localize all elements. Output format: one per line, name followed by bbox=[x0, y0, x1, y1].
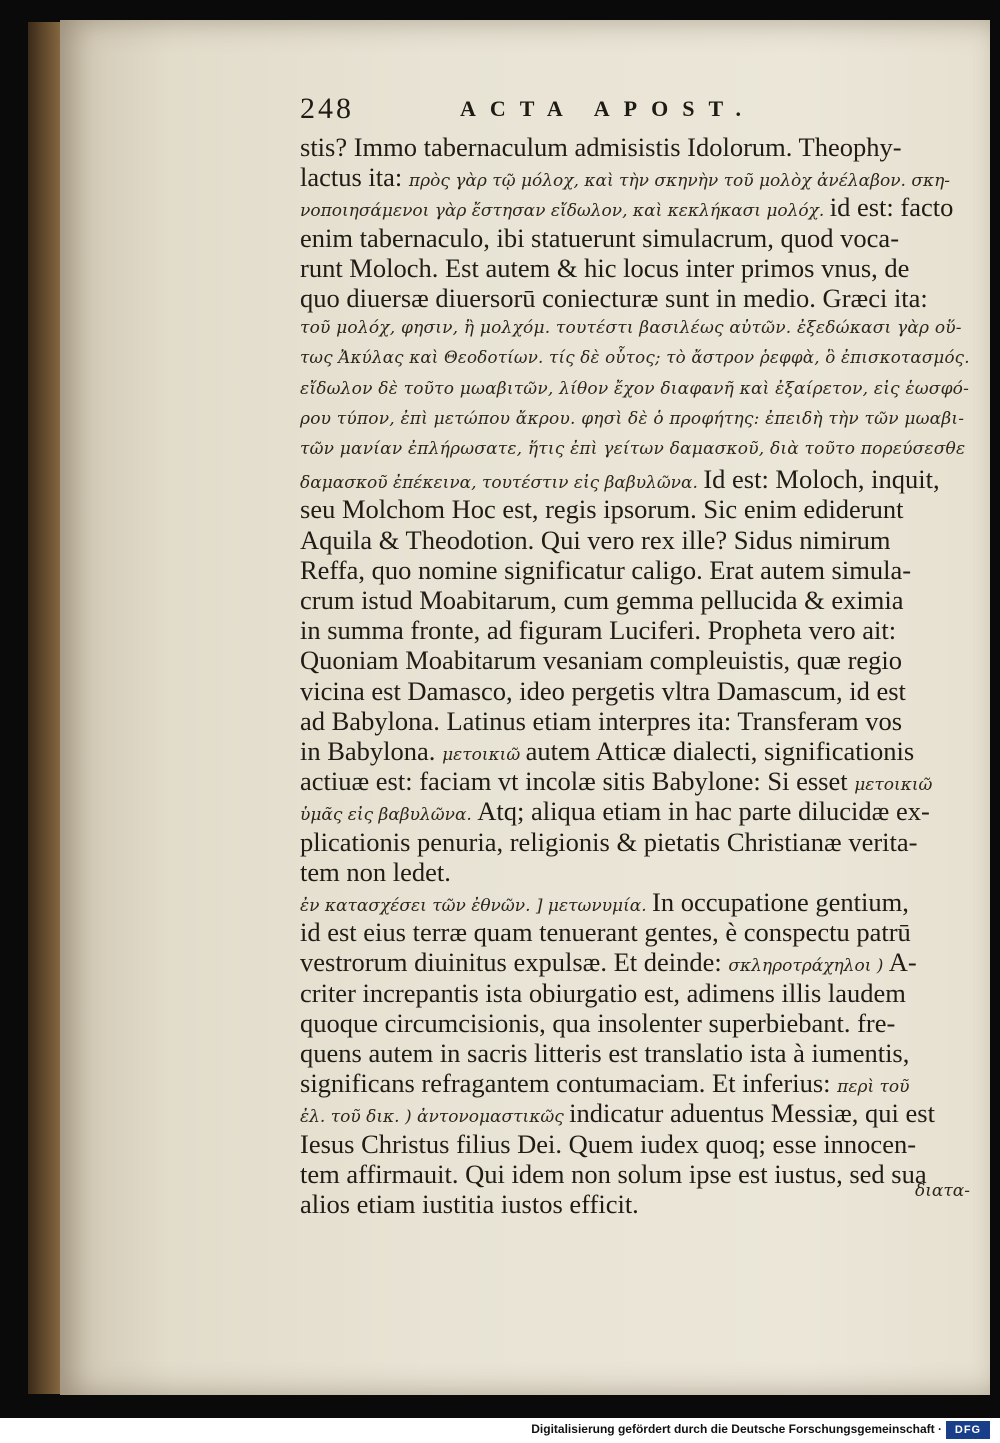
latin-text: significans refragantem contumaciam. Et inferius: bbox=[300, 1068, 838, 1099]
latin-text: ad Babylona. Latinus etiam interpres ita: Transferam vos bbox=[300, 705, 903, 736]
greek-text: σκληροτράχηλοι ) bbox=[728, 956, 889, 977]
latin-text: criter increpantis ista obiurgatio est, adimens illis laudem bbox=[300, 977, 906, 1008]
text-line bbox=[300, 374, 969, 404]
latin-text: Reffa, quo nomine significatur caligo. Erat autem simula- bbox=[300, 554, 912, 585]
text-line bbox=[300, 947, 917, 981]
text-line bbox=[300, 796, 930, 830]
latin-text: in summa fronte, ad figuram Luciferi. Propheta vero ait: bbox=[300, 615, 897, 646]
latin-text: Iesus Christus filius Dei. Quem iudex quoq; esse innocen- bbox=[300, 1128, 917, 1159]
greek-text: ἐν κατασχέσει τῶν ἐθνῶν. ] μετωνυμία. bbox=[300, 896, 653, 916]
text-line bbox=[300, 1068, 910, 1102]
latin-text: A- bbox=[888, 947, 917, 978]
text-line bbox=[300, 917, 911, 947]
text-line bbox=[300, 283, 928, 313]
running-title: ACTA APOST. bbox=[460, 96, 755, 121]
running-head bbox=[300, 92, 790, 126]
latin-text: seu Molchom Hoc est, regis ipsorum. Sic enim ediderunt bbox=[300, 494, 904, 525]
latin-text: tem affirmauit. Qui idem non solum ipse est iustus, sed sua bbox=[300, 1158, 927, 1189]
latin-text: crum istud Moabitarum, cum gemma pellucida & eximia bbox=[300, 585, 904, 615]
footer-bar bbox=[0, 1418, 1000, 1443]
text-line bbox=[300, 676, 906, 706]
text-line bbox=[300, 464, 940, 498]
text-line bbox=[300, 162, 950, 196]
greek-text: τως Ἀκύλας καὶ Θεοδοτίων. τίς δὲ οὗτος; τὸ ἄστρον ῥεφφὰ, ὃ ἐπισκοτασμός. bbox=[300, 348, 970, 369]
text-line bbox=[300, 736, 914, 770]
latin-text: Aquila & Theodotion. Qui vero rex ille? Sidus nimirum bbox=[300, 524, 891, 555]
latin-text: lactus ita: bbox=[300, 162, 409, 193]
greek-text: ὑμᾶς εἰς βαβυλῶνα. bbox=[300, 805, 478, 826]
latin-text: quoque circumcisionis, qua insolenter superbiebant. fre- bbox=[300, 1007, 896, 1038]
latin-text: In occupatione gentium, bbox=[652, 887, 909, 917]
latin-text: Id est: Moloch, inquit, bbox=[703, 464, 940, 495]
text-line bbox=[300, 645, 902, 675]
latin-text: Atq; aliqua etiam in hac parte dilucidæ ex- bbox=[477, 796, 930, 827]
text-line bbox=[300, 525, 891, 555]
greek-text: μετοικιῶ bbox=[442, 745, 526, 765]
greek-text: τοῦ μολόχ, φησιν, ἢ μολχόμ. τουτέστι βασιλέως αὐτῶν. ἐξεδώκασι γὰρ οὕ- bbox=[300, 318, 962, 339]
catchword: διατα- bbox=[914, 1181, 970, 1201]
latin-text: in Babylona. bbox=[300, 736, 443, 766]
greek-text: τῶν μανίαν ἐπλήρωσατε, ἥτις ἐπὶ γείτων δαμασκοῦ, διὰ τοῦτο πορεύσεσθε bbox=[300, 439, 966, 459]
text-line bbox=[300, 343, 970, 373]
latin-text: actiuæ est: faciam vt incolæ sitis Babylone: Si esset bbox=[300, 766, 855, 797]
text-line bbox=[300, 404, 964, 434]
text-line bbox=[300, 585, 903, 615]
latin-text: indicatur aduentus Messiæ, qui est bbox=[569, 1098, 935, 1129]
latin-text: stis? Immo tabernaculum admisistis Idolorum. Theophy- bbox=[300, 132, 902, 162]
greek-text: νοποιησάμενοι γὰρ ἔστησαν εἴδωλον, καὶ κεκλήκασι μολόχ. bbox=[300, 201, 830, 222]
latin-text: plicationis penuria, religionis & pietatis Christianæ verita- bbox=[300, 826, 918, 857]
text-line bbox=[300, 1129, 916, 1159]
funding-note: Digitalisierung gefördert durch die Deutsche Forschungsgemeinschaft · bbox=[531, 1422, 942, 1436]
text-line bbox=[300, 1189, 639, 1219]
greek-text: ἐλ. τοῦ δικ. ) ἀντονομαστικῶς bbox=[300, 1107, 570, 1128]
latin-text: id est eius terræ quam tenuerant gentes, è conspectu patrū bbox=[300, 917, 911, 948]
text-line bbox=[300, 887, 909, 921]
text-line bbox=[300, 494, 904, 524]
greek-text: πρὸς γὰρ τῷ μόλοχ, καὶ τὴν σκηνὴν τοῦ μολὸχ ἀνέλαβον. σκη- bbox=[408, 171, 951, 192]
text-line bbox=[300, 223, 899, 253]
latin-text: Quoniam Moabitarum vesaniam compleuistis, quæ regio bbox=[300, 645, 903, 676]
text-line bbox=[300, 1159, 927, 1189]
latin-text: quens autem in sacris litteris est translatio ista à iumentis, bbox=[300, 1038, 910, 1068]
text-line bbox=[300, 1038, 909, 1068]
greek-text: περὶ τοῦ bbox=[837, 1077, 910, 1098]
text-line bbox=[300, 1098, 935, 1132]
latin-text: vicina est Damasco, ideo pergetis vltra Damascum, id est bbox=[300, 675, 906, 706]
latin-text: vestrorum diuinitus expulsæ. Et deinde: bbox=[300, 947, 729, 978]
text-line bbox=[300, 706, 902, 736]
greek-text: ρου τύπον, ἐπὶ μετώπου ἄκρου. φησὶ δὲ ὁ προφήτης: ἐπειδὴ τὴν τῶν μωαβι- bbox=[300, 408, 965, 429]
text-line bbox=[300, 857, 451, 887]
text-line bbox=[300, 253, 909, 283]
text-line bbox=[300, 978, 906, 1008]
greek-text: μετοικιῶ bbox=[854, 775, 933, 796]
greek-text: εἴδωλον δὲ τοῦτο μωαβιτῶν, λίθον ἔχον διαφανῆ καὶ ἐξαίρετον, εἰς ἑωσφό- bbox=[300, 378, 970, 399]
text-line bbox=[300, 1008, 895, 1038]
latin-text: id est: facto bbox=[829, 192, 954, 223]
latin-text: runt Moloch. Est autem & hic locus inter primos vnus, de bbox=[300, 252, 910, 283]
dfg-logo-icon: DFG bbox=[946, 1421, 990, 1439]
text-line bbox=[300, 192, 953, 226]
text-line bbox=[300, 313, 962, 343]
text-line bbox=[300, 555, 911, 585]
latin-text: autem Atticæ dialecti, significationis bbox=[525, 736, 915, 766]
text-line bbox=[300, 615, 896, 645]
text-line bbox=[300, 132, 902, 162]
page-number: 248 bbox=[300, 92, 354, 125]
latin-text: quo diuersæ diuersorū coniecturæ sunt in medio. Græci ita: bbox=[300, 283, 928, 313]
text-line bbox=[300, 766, 932, 800]
text-line bbox=[300, 827, 917, 857]
latin-text: tem non ledet. bbox=[300, 856, 451, 887]
latin-text: alios etiam iustitia iustos efficit. bbox=[300, 1189, 639, 1219]
greek-text: δαμασκοῦ ἐπέκεινα, τουτέστιν εἰς βαβυλῶνα. bbox=[300, 473, 704, 494]
latin-text: enim tabernaculo, ibi statuerunt simulacrum, quod voca- bbox=[300, 222, 900, 253]
text-line bbox=[300, 434, 965, 464]
